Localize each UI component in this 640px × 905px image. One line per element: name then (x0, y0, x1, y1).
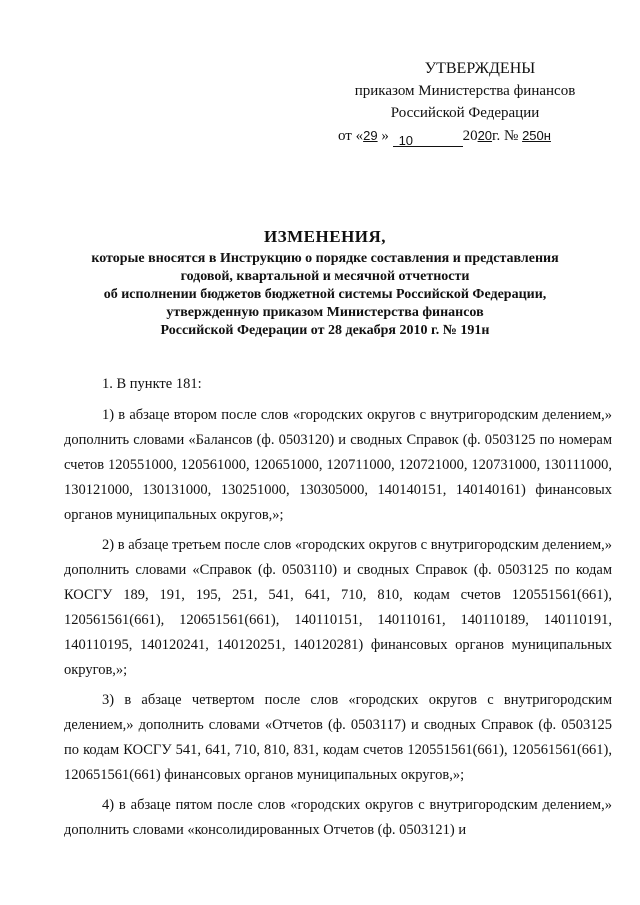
date-month-field (393, 130, 463, 147)
approval-block (330, 58, 590, 147)
order-number: 250н (522, 128, 551, 143)
paragraph-point-181: 1. В пункте 181: (102, 376, 202, 392)
date-day: 29 (363, 128, 378, 143)
date-prefix: от « (338, 128, 364, 144)
date-day-suffix: » (377, 128, 389, 144)
paragraph-item-3: 3) в абзаце четвертом после слов «городских округов с внутригородским делением,» дополнить словами «Отчетов (ф. 0503117) и сводных Справок (ф. 0503125 по кодам КОСГУ 541, 641, 710, 810, 831, кодам счетов 120551561(661), 120561561(661), 120651561(661) финансовых органов муниципальных округов,»; (64, 692, 612, 783)
paragraph-item-1: 1) в абзаце втором после слов «городских округов с внутригородским делением,» дополнить словами «Балансов (ф. 0503120) и сводных Справок (ф. 0503125 по номерам счетов 120551000, 120561000, 120651000, 120711000, 120721000, 120731000, 130111000, 130121000, 130131000, 130251000, 130305000, 140140151, 140140161) финансовых органов муниципальных округов,»; (64, 407, 612, 523)
date-month: 10 (398, 133, 414, 148)
paragraph-item-4: 4) в абзаце пятом после слов «городских округов с внутригородским делением,» дополнить словами «консолидированных Отчетов (ф. 0503121) и (64, 797, 612, 838)
heading-line: утвержденную приказом Министерства финансов (166, 305, 484, 320)
heading-line: годовой, квартальной и месячной отчетности (180, 269, 470, 284)
date-year: 20 (477, 128, 493, 143)
approval-title: УТВЕРЖДЕНЫ (424, 60, 536, 77)
document-body (64, 372, 612, 848)
paragraph-item-2: 2) в абзаце третьем после слов «городских округов с внутригородским делением,» дополнить словами «Справок (ф. 0503110) и сводных Справок (ф. 0503125 по кодам КОСГУ 189, 191, 195, 251, 541, 641, 710, 810, кодам счетов 120551561(661), 120561561(661), 120651561(661), 140110151, 140110161, 140110189, 140110191, 140110195, 140120241, 140120251, 140120281) финансовых органов муниципальных округов,»; (64, 537, 612, 678)
approval-line-ministry: приказом Министерства финансов (354, 83, 576, 99)
heading-line: которые вносятся в Инструкцию о порядке составления и представления (91, 251, 559, 266)
heading-line: Российской Федерации от 28 декабря 2010 г. № 191н (160, 323, 490, 338)
approval-line-federation: Российской Федерации (390, 105, 540, 121)
date-year-prefix: 20 (462, 128, 478, 144)
heading-line: об исполнении бюджетов бюджетной системы Российской Федерации, (103, 287, 547, 302)
approval-date-line (330, 125, 590, 147)
document-heading (60, 227, 590, 340)
heading-title: ИЗМЕНЕНИЯ, (263, 227, 387, 246)
number-prefix: г. № (492, 128, 519, 144)
